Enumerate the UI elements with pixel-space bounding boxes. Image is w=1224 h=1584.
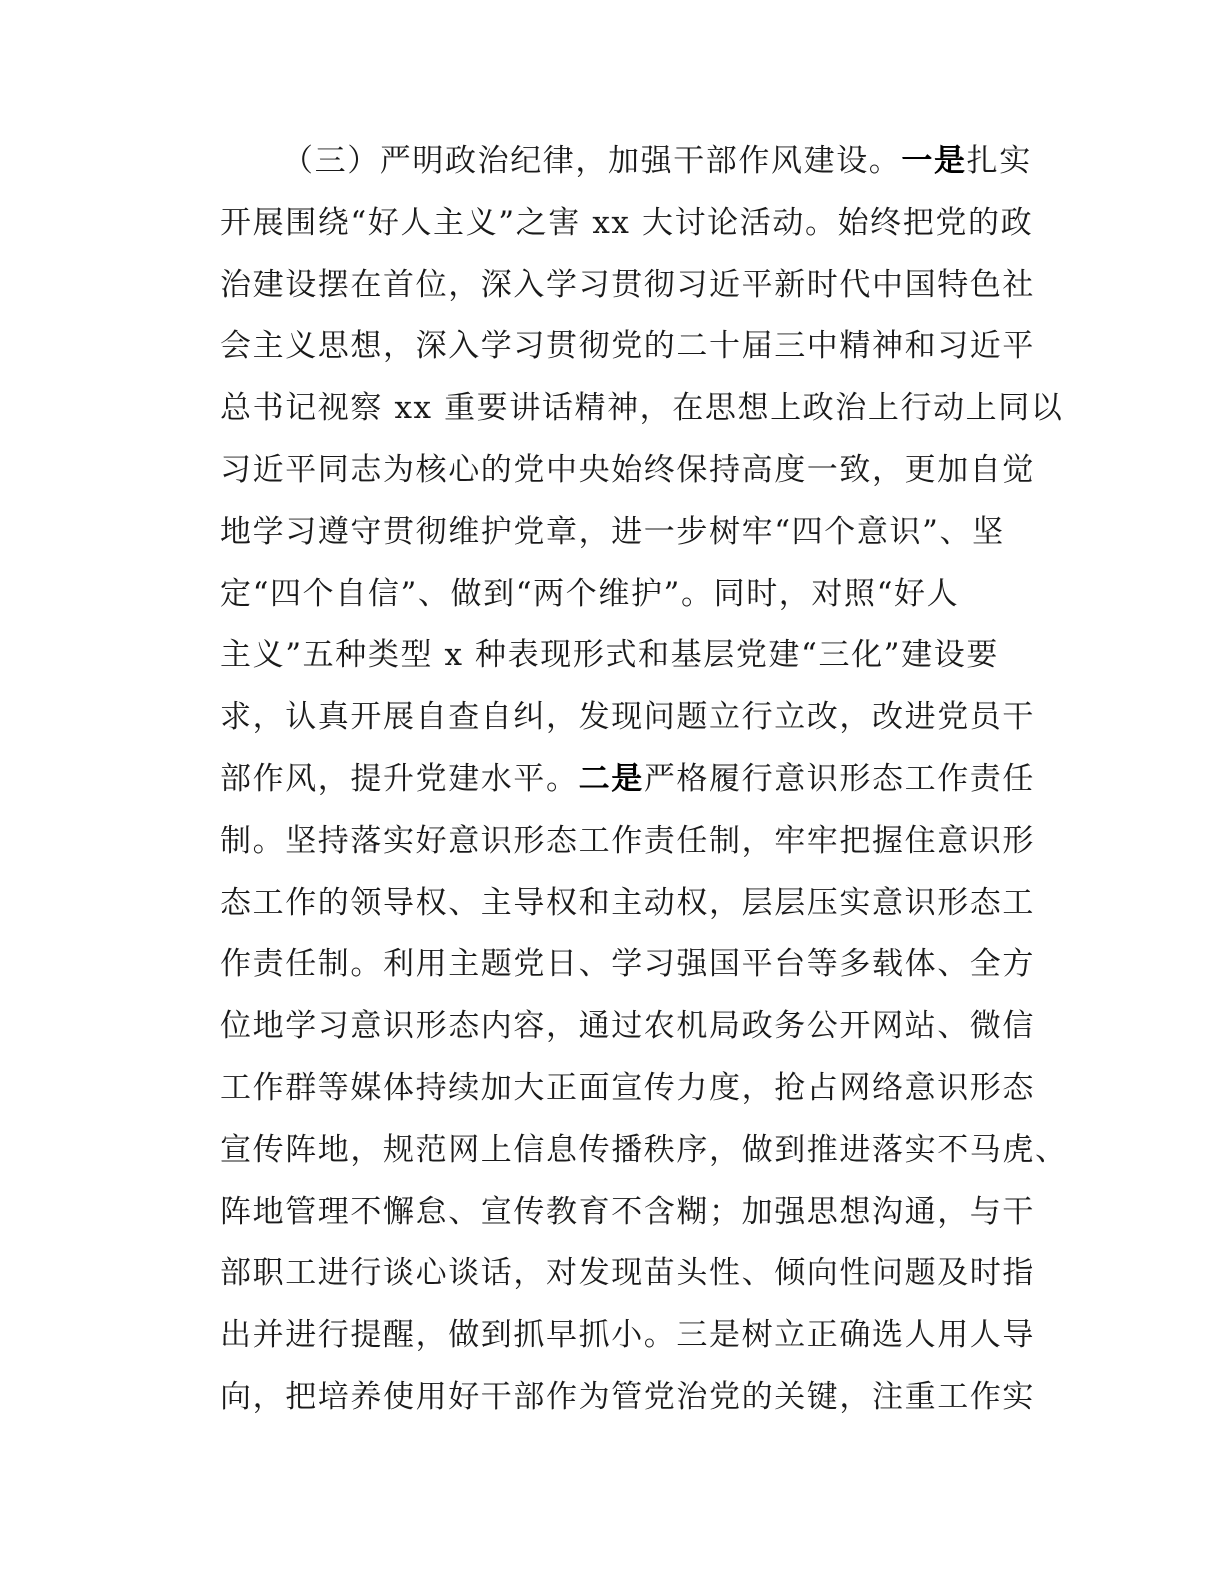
text-line: [220, 1002, 1035, 1050]
text-segment: 治建设摆在首位，深入学习贯彻习近平新时代中国特色社: [220, 266, 1035, 303]
text-segment: 位地学习意识形态内容，通过农机局政务公开网站、微信: [220, 1008, 1035, 1045]
text-segment: 开展围绕“好人主义”之害 xx 大讨论活动。始终把党的政: [220, 204, 1034, 241]
text-line: [220, 755, 1036, 803]
text-line: [220, 446, 1035, 494]
text-line: [220, 1373, 1035, 1421]
text-line: [220, 693, 1035, 741]
text-line: [220, 879, 1035, 927]
text-segment: 习近平同志为核心的党中央始终保持高度一致，更加自觉: [220, 452, 1035, 488]
text-segment: 出并进行提醒，做到抓早抓小。三是树立正确选人用人导: [220, 1317, 1035, 1354]
bold-label: 二是: [578, 761, 644, 797]
bold-label: 一是: [901, 143, 967, 179]
text-line: [220, 384, 1064, 432]
text-line: [220, 261, 1035, 309]
text-line: [220, 1064, 1035, 1112]
text-segment: 主义”五种类型 x 种表现形式和基层党建“三化”建设要: [220, 637, 999, 674]
text-segment: 扎实: [966, 143, 1032, 179]
text-segment: 地学习遵守贯彻维护党章，进一步树牢“四个意识”、坚: [220, 513, 1005, 550]
text-segment: 工作群等媒体持续加大正面宣传力度，抢占网络意识形态: [220, 1070, 1035, 1106]
text-segment: 部职工进行谈心谈话，对发现苗头性、倾向性问题及时指: [220, 1255, 1035, 1292]
text-segment: 定“四个自信”、做到“两个维护”。同时，对照“好人: [220, 575, 960, 612]
text-segment: 态工作的领导权、主导权和主动权，层层压实意识形态工: [220, 884, 1035, 921]
text-line: [220, 199, 1034, 247]
text-line: [220, 1126, 1068, 1174]
text-segment: 作责任制。利用主题党日、学习强国平台等多载体、全方: [220, 946, 1035, 983]
text-segment: 部作风，提升党建水平。: [220, 761, 579, 797]
text-line: [220, 1188, 1035, 1236]
text-line: [220, 631, 1020, 679]
text-line: [220, 322, 1035, 370]
text-segment: 总书记视察 xx 重要讲话精神，在思想上政治上行动上同以: [220, 390, 1064, 427]
text-line: [220, 1311, 1035, 1359]
text-line: [220, 940, 1035, 988]
text-line: [220, 570, 1020, 618]
text-segment: 阵地管理不懈怠、宣传教育不含糊；加强思想沟通，与干: [220, 1193, 1035, 1230]
text-line: [220, 508, 1020, 556]
text-segment: 向，把培养使用好干部作为管党治党的关键，注重工作实: [220, 1379, 1035, 1415]
text-segment: 会主义思想，深入学习贯彻党的二十届三中精神和习近平: [220, 328, 1035, 365]
text-segment: 宣传阵地，规范网上信息传播秩序，做到推进落实不马虎、: [220, 1131, 1068, 1168]
text-segment: 求，认真开展自查自纠，发现问题立行立改，改进党员干: [220, 699, 1035, 736]
text-line: [220, 817, 1035, 865]
text-segment: 严格履行意识形态工作责任: [643, 761, 1036, 797]
text-segment: 制。坚持落实好意识形态工作责任制，牢牢把握住意识形: [220, 822, 1035, 859]
text-line: [220, 1249, 1035, 1297]
text-line: [282, 137, 1082, 185]
text-segment: （三）严明政治纪律，加强干部作风建设。: [282, 143, 902, 179]
